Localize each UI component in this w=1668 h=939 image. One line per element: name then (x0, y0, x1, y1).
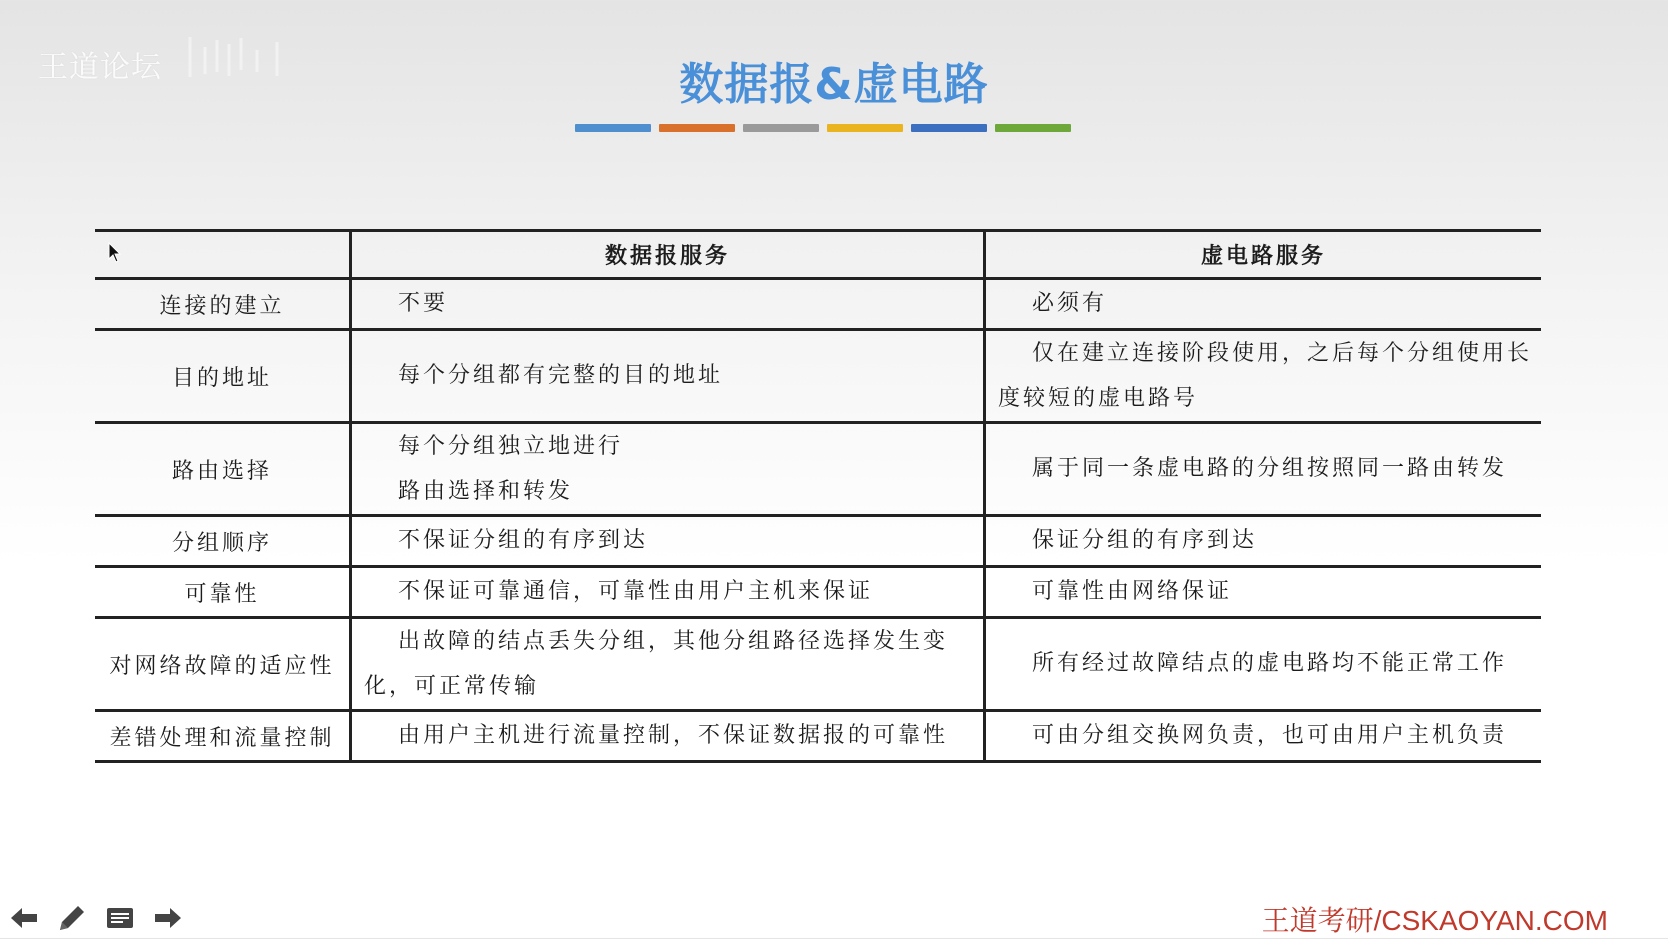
mouse-pointer-icon (108, 242, 122, 264)
comparison-table (95, 229, 1541, 763)
row-datagram-cell (351, 516, 985, 567)
row-virtual-circuit: 仅在建立连接阶段使用，之后每个分组使用长度较短的虚电路号 (998, 341, 1533, 411)
row-vc-cell (985, 711, 1542, 762)
row-datagram: 不保证分组的有序到达 (398, 528, 649, 553)
color-segment (911, 124, 987, 132)
row-datagram-cell (351, 567, 985, 618)
header-datagram: 数据报服务 (351, 231, 985, 279)
row-virtual-circuit: 必须有 (1032, 291, 1108, 316)
row-datagram-cell (351, 423, 985, 516)
row-aspect: 对网络故障的适应性 (95, 618, 351, 711)
row-aspect: 路由选择 (95, 423, 351, 516)
row-aspect: 差错处理和流量控制 (95, 711, 351, 762)
row-vc-cell (985, 279, 1542, 330)
row-vc-cell (985, 330, 1542, 423)
row-aspect: 目的地址 (95, 330, 351, 423)
row-aspect: 连接的建立 (95, 279, 351, 330)
header-virtual-circuit: 虚电路服务 (985, 231, 1542, 279)
table-row (95, 516, 1541, 567)
footer-brand: 王道考研/CSKAOYAN.COM (1261, 905, 1608, 936)
table-row (95, 279, 1541, 330)
row-datagram: 出故障的结点丢失分组，其他分组路径选择发生变化，可正常传输 (364, 629, 949, 699)
title-color-bar (575, 124, 1071, 132)
row-virtual-circuit: 可由分组交换网负责，也可由用户主机负责 (1032, 723, 1508, 748)
color-segment (659, 124, 735, 132)
arrow-right-icon[interactable] (152, 902, 184, 934)
row-virtual-circuit: 保证分组的有序到达 (1032, 528, 1258, 553)
table-row (95, 618, 1541, 711)
row-vc-cell (985, 516, 1542, 567)
arrow-left-icon[interactable] (8, 902, 40, 934)
row-datagram: 不要 (398, 291, 449, 316)
page-title: 数据报&虚电路 (679, 59, 989, 110)
row-virtual-circuit: 所有经过故障结点的虚电路均不能正常工作 (1032, 651, 1508, 676)
row-virtual-circuit: 可靠性由网络保证 (1032, 579, 1233, 604)
color-segment (995, 124, 1071, 132)
row-aspect: 可靠性 (95, 567, 351, 618)
row-vc-cell (985, 567, 1542, 618)
color-segment (827, 124, 903, 132)
row-datagram-cell (351, 711, 985, 762)
row-vc-cell (985, 618, 1542, 711)
row-datagram-cell (351, 330, 985, 423)
row-datagram-cell (351, 618, 985, 711)
pen-icon[interactable] (56, 902, 88, 934)
row-virtual-circuit: 属于同一条虚电路的分组按照同一路由转发 (1032, 456, 1508, 481)
header-aspect (95, 231, 351, 279)
watermark-logo: 王道论坛 (38, 50, 162, 85)
row-datagram: 不保证可靠通信，可靠性由用户主机来保证 (398, 579, 874, 604)
table-row (95, 567, 1541, 618)
row-datagram: 每个分组独立地进行 路由选择和转发 (398, 434, 624, 504)
table-header-row (95, 231, 1541, 279)
slide-navigation (8, 902, 184, 934)
table-row (95, 330, 1541, 423)
row-datagram-cell (351, 279, 985, 330)
color-segment (743, 124, 819, 132)
table-row (95, 423, 1541, 516)
color-segment (575, 124, 651, 132)
row-datagram: 每个分组都有完整的目的地址 (398, 363, 724, 388)
table-row (95, 711, 1541, 762)
row-datagram: 由用户主机进行流量控制，不保证数据报的可靠性 (398, 723, 949, 748)
row-vc-cell (985, 423, 1542, 516)
row-aspect: 分组顺序 (95, 516, 351, 567)
menu-icon[interactable] (104, 902, 136, 934)
